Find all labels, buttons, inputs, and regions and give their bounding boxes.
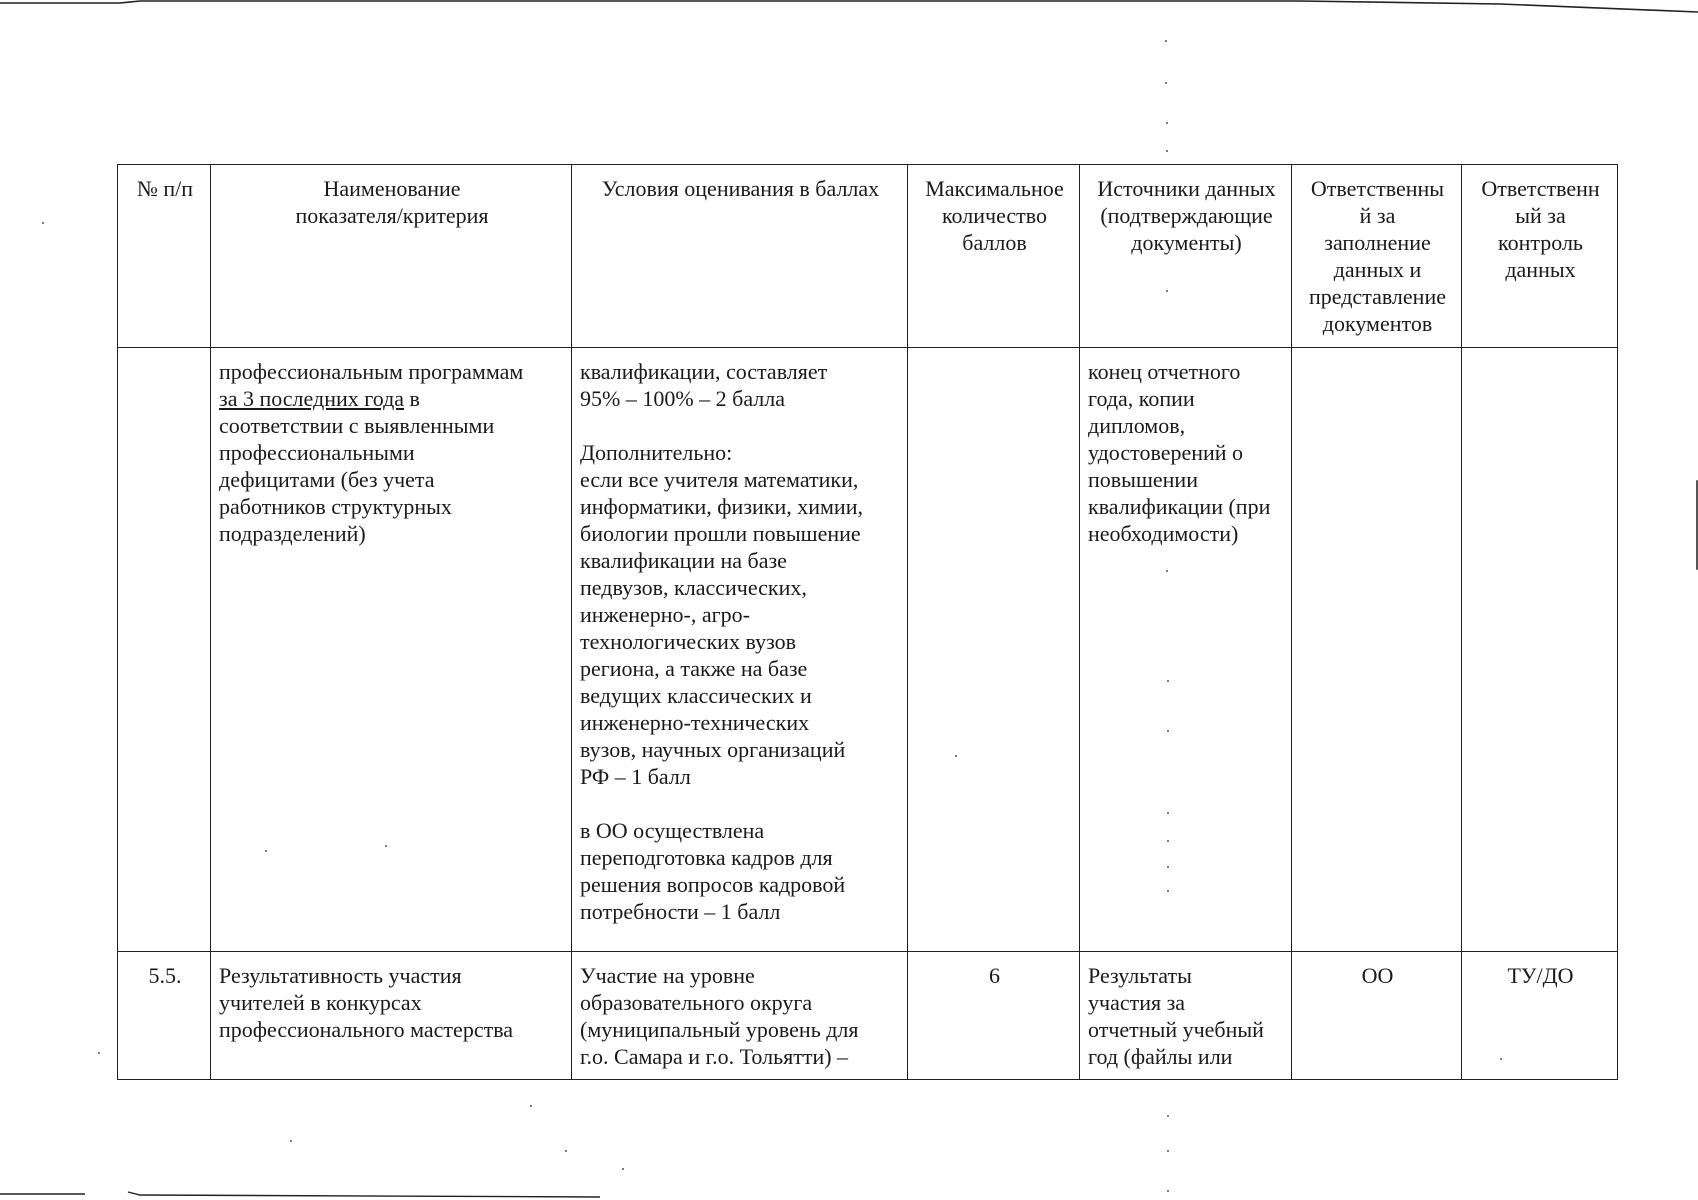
scan-speck (1166, 150, 1168, 152)
header-conditions: Условия оценивания в баллах (572, 165, 908, 348)
scan-speck (1167, 1115, 1169, 1117)
header-row (118, 165, 1618, 348)
header-num: № п/п (118, 165, 211, 348)
scan-speck (1167, 840, 1169, 842)
scan-speck (290, 1140, 292, 1142)
scan-speck (1500, 1058, 1502, 1060)
criteria-table (117, 164, 1618, 1080)
scan-speck (265, 850, 267, 852)
scan-speck (1167, 1150, 1169, 1152)
scan-speck (1165, 82, 1167, 84)
cell-sources: Результаты участия за отчетный учебный год (файлы или (1080, 952, 1292, 1080)
cell-name: Результативность участия учителей в конкурсах профессионального мастерства (211, 952, 572, 1080)
scan-speck (1167, 890, 1169, 892)
cell-resp-control: ТУ/ДО (1462, 952, 1618, 1080)
cell-name-underlined: за 3 последних года (219, 386, 405, 411)
cell-conditions: квалификации, составляет 95% – 100% – 2 балла Дополнительно: если все учителя математики, информатики, физики, химии, биологии прошли повышение квалификации на базе педвузов, классических, инженерно-, агро- технологических вузов региона, а также на базе ведущих классических и инженерно-технических вузов, научных организаций РФ – 1 балл в ОО осуществлена переподготовка кадров для решения вопросов кадровой потребности – 1 балл (572, 348, 908, 952)
scan-speck (1167, 730, 1169, 732)
scan-edge-bottom (0, 1180, 700, 1200)
table-row (118, 348, 1618, 952)
scan-speck (1167, 1190, 1169, 1192)
cell-conditions: Участие на уровне образовательного округа (муниципальный уровень для г.о. Самара и г.о. Тольятти) – (572, 952, 908, 1080)
cell-num (118, 348, 211, 952)
header-max-points: Максимальное количество баллов (908, 165, 1080, 348)
cell-resp-control (1462, 348, 1618, 952)
scan-speck (1167, 680, 1169, 682)
scan-speck (530, 1105, 532, 1107)
scan-edge-top (0, 0, 1698, 16)
scan-speck (385, 845, 387, 847)
scan-speck (955, 755, 957, 757)
cell-name-rest: в соответствии с выявленными профессиональными дефицитами (без учета работников структурных подразделений) (219, 386, 495, 546)
scan-speck (1167, 866, 1169, 868)
scan-speck (565, 1150, 567, 1152)
cell-resp-fill (1292, 348, 1462, 952)
cell-num: 5.5. (118, 952, 211, 1080)
cell-name-line1: профессиональным программам (219, 359, 524, 384)
scan-speck (1166, 290, 1168, 292)
cell-name (211, 348, 572, 952)
cell-resp-fill: ОО (1292, 952, 1462, 1080)
header-name: Наименование показателя/критерия (211, 165, 572, 348)
header-sources: Источники данных (подтверждающие документы) (1080, 165, 1292, 348)
header-resp-control: Ответственн ый за контроль данных (1462, 165, 1618, 348)
cell-sources: конец отчетного года, копии дипломов, удостоверений о повышении квалификации (при необходимости) (1080, 348, 1292, 952)
scan-speck (622, 1168, 624, 1170)
scan-speck (1165, 40, 1167, 42)
scan-speck (1166, 570, 1168, 572)
header-resp-fill: Ответственны й за заполнение данных и представление документов (1292, 165, 1462, 348)
scan-speck (1166, 122, 1168, 124)
table-row (118, 952, 1618, 1080)
scan-speck (1167, 812, 1169, 814)
cell-max-points (908, 348, 1080, 952)
scan-speck (42, 222, 44, 224)
cell-max-points: 6 (908, 952, 1080, 1080)
scan-speck (98, 1052, 100, 1054)
